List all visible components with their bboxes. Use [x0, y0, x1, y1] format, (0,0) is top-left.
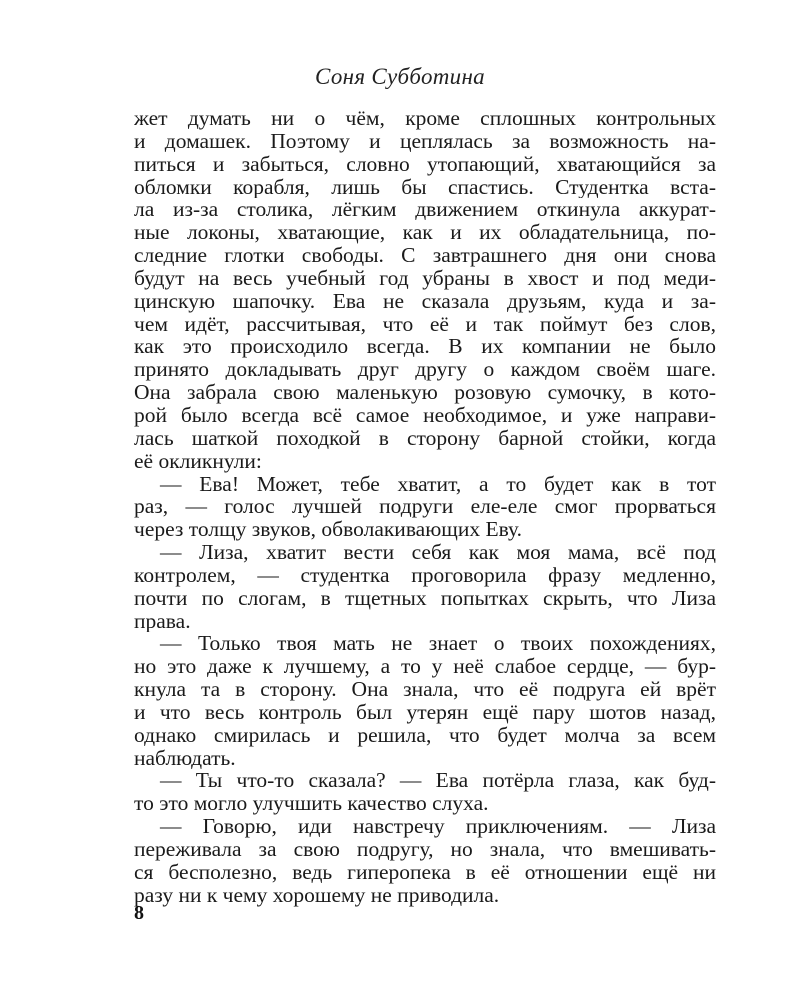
- text-line: чем идёт, рассчитывая, что её и так поймут без слов,: [134, 312, 716, 336]
- text-line: — Говорю, иди навстречу приключениям. — Лиза: [160, 815, 716, 838]
- text-line: однако смирилась и решила, что будет молча за всем: [134, 723, 716, 747]
- text-line: её окликнули:: [134, 449, 262, 473]
- page-number: 8: [134, 902, 144, 924]
- text-line: будут на весь учебный год убраны в хвост и под меди-: [134, 266, 716, 290]
- text-line: разу ни к чему хорошему не приводила.: [134, 883, 500, 907]
- text-line: Она забрала свою маленькую розовую сумочку, в кото-: [134, 381, 716, 404]
- text-line: цинскую шапочку. Ева не сказала друзьям, куда и за-: [134, 289, 716, 313]
- text-line: ся бесполезно, ведь гиперопека в её отношении ещё ни: [134, 860, 716, 884]
- text-line: лась шаткой походкой в сторону барной стойки, когда: [134, 426, 716, 450]
- text-line: раз, — голос лучшей подруги еле-еле смог прорваться: [134, 495, 716, 519]
- text-line: права.: [134, 609, 191, 633]
- body-text: [134, 107, 716, 907]
- text-line: как это происходило всегда. В их компании не было: [134, 335, 716, 359]
- text-line: и домашек. Поэтому и цеплялась за возможность на-: [134, 129, 716, 153]
- text-line: — Ты что-то сказала? — Ева потёрла глаза, как буд-: [160, 769, 716, 793]
- text-line: переживала за свою подругу, но знала, что вмешивать-: [134, 838, 716, 861]
- text-line: через толщу звуков, обволакивающих Еву.: [134, 518, 522, 542]
- text-line: — Только твоя мать не знает о твоих похождениях,: [160, 632, 716, 656]
- text-line: контролем, — студентка проговорила фразу медленно,: [134, 563, 716, 587]
- text-line: питься и забыться, словно утопающий, хватающийся за: [134, 152, 716, 176]
- text-line: — Ева! Может, тебе хватит, а то будет как в тот: [160, 472, 716, 496]
- text-line: но это даже к лучшему, а то у неё слабое сердце, — бур-: [134, 655, 716, 679]
- text-line: и что весь контроль был утерян ещё пару шотов назад,: [134, 700, 716, 724]
- text-line: принято докладывать друг другу о каждом своём шаге.: [134, 358, 716, 382]
- text-line: следние глотки свободы. С завтрашнего дня они снова: [134, 244, 716, 267]
- text-line: то это могло улучшить качество слуха.: [134, 792, 489, 816]
- text-line: обломки корабля, лишь бы спастись. Студентка вста-: [134, 175, 716, 199]
- text-line: ла из-за столика, лёгким движением откинула аккурат-: [134, 198, 716, 222]
- text-line: — Лиза, хватит вести себя как моя мама, всё под: [160, 541, 716, 564]
- running-header-author: Соня Субботина: [315, 64, 485, 89]
- text-line: кнула та в сторону. Она знала, что её подруга ей врёт: [134, 678, 716, 701]
- text-line: рой было всегда всё самое необходимое, и уже направи-: [134, 403, 716, 427]
- text-line: жет думать ни о чём, кроме сплошных контрольных: [134, 107, 716, 130]
- text-line: наблюдать.: [134, 746, 236, 770]
- text-line: почти по слогам, в тщетных попытках скрыть, что Лиза: [134, 586, 716, 610]
- text-line: ные локоны, хватающие, как и их обладательница, по-: [134, 221, 716, 245]
